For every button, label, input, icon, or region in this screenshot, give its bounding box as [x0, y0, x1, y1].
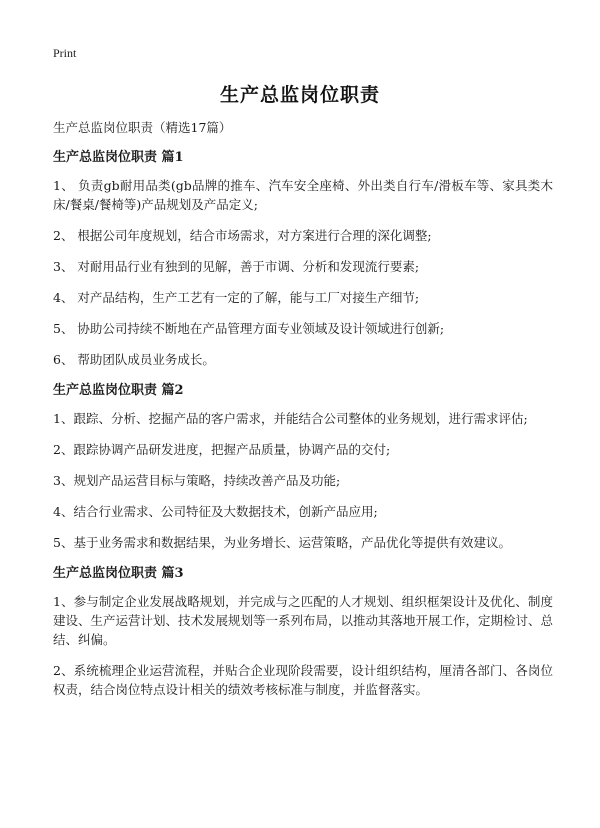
- section-3: [53, 564, 553, 699]
- document-title: 生产总监岗位职责: [219, 84, 380, 106]
- section-heading: 生产总监岗位职责 篇2: [53, 383, 184, 398]
- document-subtitle: 生产总监岗位职责（精选17篇）: [53, 120, 232, 135]
- list-item: 6、 帮助团队成员业务成长。: [53, 352, 215, 367]
- section-1: [53, 148, 553, 369]
- list-item: 1、参与制定企业发展战略规划，并完成与之匹配的人才规划、组织框架设计及优化、制度建设、生产运营计划、技术发展规划等一系列布局，以推动其落地开展工作，定期检讨、总结、纠偏。: [53, 594, 554, 647]
- section-heading: 生产总监岗位职责 篇1: [53, 150, 184, 165]
- list-item: 2、 根据公司年度规划，结合市场需求，对方案进行合理的深化调整;: [53, 228, 432, 243]
- list-item: 2、跟踪协调产品研发进度，把握产品质量，协调产品的交付;: [53, 442, 391, 457]
- list-item: 1、跟踪、分析、挖掘产品的客户需求，并能结合公司整体的业务规划，进行需求评估;: [53, 411, 528, 426]
- list-item: 3、规划产品运营目标与策略，持续改善产品及功能;: [53, 473, 341, 488]
- list-item: 2、系统梳理企业运营流程，并贴合企业现阶段需要，设计组织结构，厘清各部门、各岗位权责，结合岗位特点设计相关的绩效考核标准与制度，并监督落实。: [53, 663, 553, 697]
- list-item: 5、 协助公司持续不断地在产品管理方面专业领域及设计领域进行创新;: [53, 321, 445, 336]
- section-heading: 生产总监岗位职责 篇3: [53, 566, 184, 581]
- list-item: 3、 对耐用品行业有独到的见解，善于市调、分析和发现流行要素;: [53, 259, 420, 274]
- list-item: 1、 负责gb耐用品类(gb品牌的推车、汽车安全座椅、外出类自行车/滑板车等、家具类木床/餐桌/餐椅等)产品规划及产品定义;: [53, 178, 553, 212]
- list-item: 4、结合行业需求、公司特征及大数据技术，创新产品应用;: [53, 504, 378, 519]
- document-body: [53, 118, 553, 711]
- print-label: Print: [53, 46, 77, 60]
- list-item: 5、基于业务需求和数据结果，为业务增长、运营策略，产品优化等提供有效建议。: [53, 535, 511, 550]
- list-item: 4、 对产品结构，生产工艺有一定的了解，能与工厂对接生产细节;: [53, 290, 420, 305]
- section-2: [53, 381, 553, 552]
